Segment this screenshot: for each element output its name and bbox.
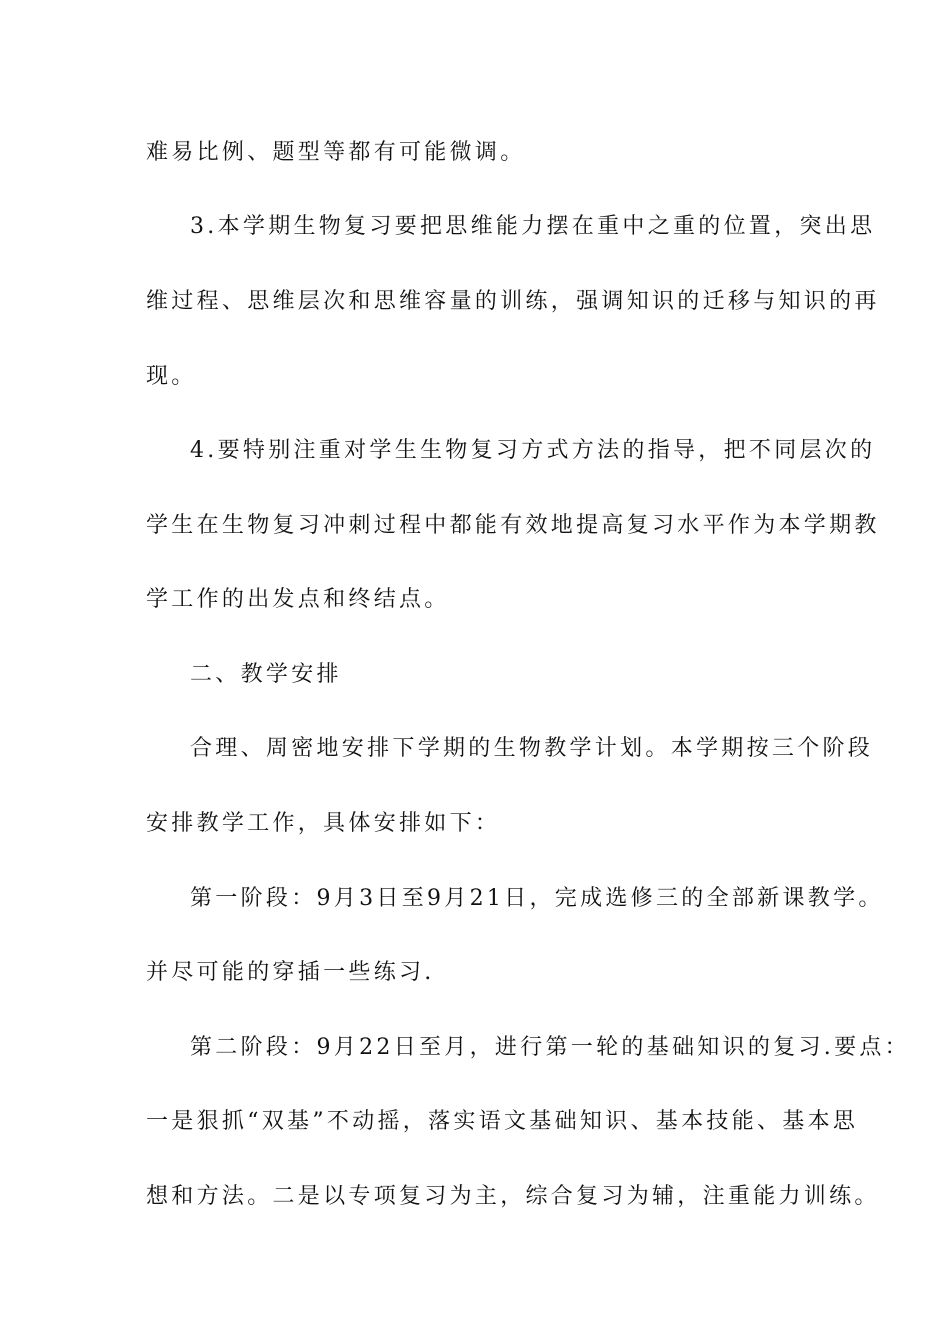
- paragraph-line: 难易比例、题型等都有可能微调。: [146, 140, 526, 165]
- paragraph-line: 4.要特别注重对学生生物复习方式方法的指导，把不同层次的: [190, 438, 876, 463]
- paragraph-line: 现。: [146, 364, 197, 389]
- paragraph-line: 学生在生物复习冲刺过程中都能有效地提高复习水平作为本学期教: [146, 513, 880, 538]
- paragraph-line: 并尽可能的穿插一些练习.: [146, 960, 435, 985]
- paragraph-line: 想和方法。二是以专项复习为主，综合复习为辅，注重能力训练。: [146, 1184, 880, 1209]
- paragraph-line: 一是狠抓“双基”不动摇，落实语文基础知识、基本技能、基本思: [146, 1109, 859, 1134]
- paragraph-line: 学工作的出发点和终结点。: [146, 587, 450, 612]
- paragraph-line: 第一阶段：9月3日至9月21日，完成选修三的全部新课教学。: [190, 886, 884, 911]
- paragraph-line: 3.本学期生物复习要把思维能力摆在重中之重的位置，突出思: [190, 214, 876, 239]
- paragraph-line: 合理、周密地安排下学期的生物教学计划。本学期按三个阶段: [190, 736, 874, 761]
- paragraph-line: 维过程、思维层次和思维容量的训练，强调知识的迁移与知识的再: [146, 289, 880, 314]
- paragraph-line: 第二阶段：9月22日至月，进行第一轮的基础知识的复习.要点：: [190, 1035, 910, 1060]
- paragraph-line: 安排教学工作，具体安排如下：: [146, 811, 501, 836]
- section-heading: 二、教学安排: [190, 662, 342, 687]
